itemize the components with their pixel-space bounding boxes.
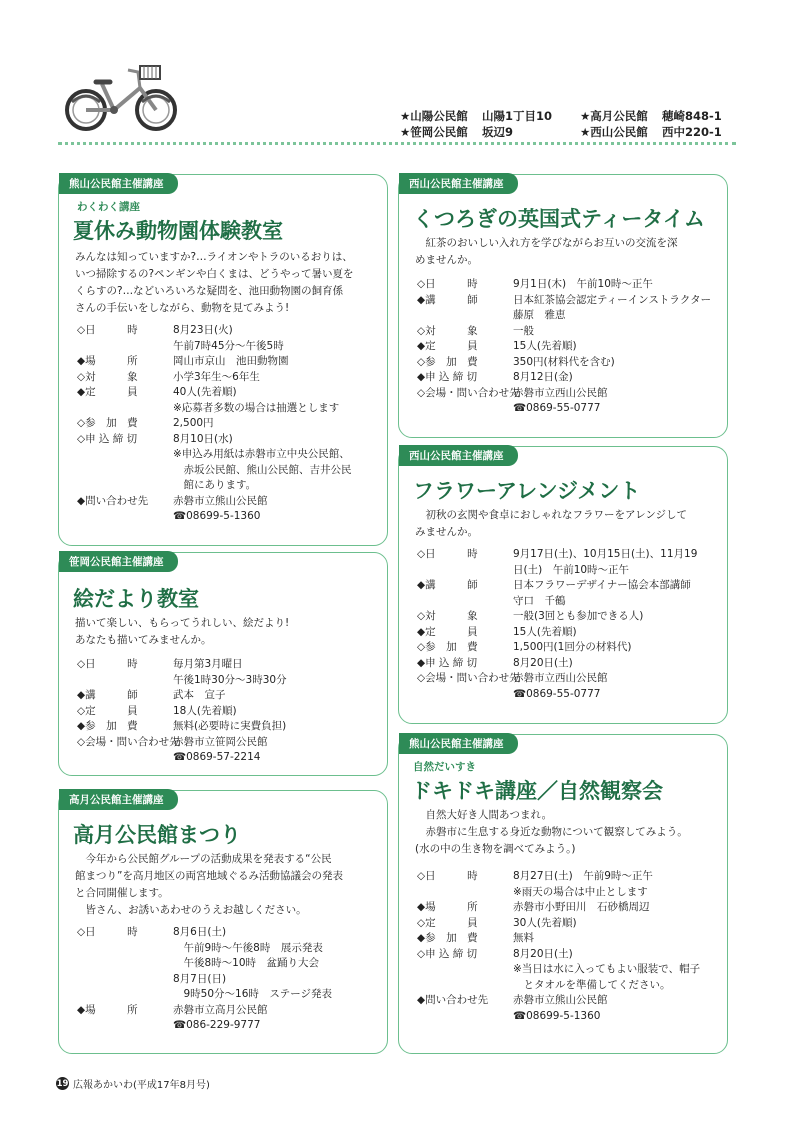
detail-value-line: 1,500円(1回分の材料代)	[513, 641, 632, 653]
address-sanyo: ★山陽公民館 山陽1丁目10	[400, 109, 553, 123]
page-footer	[56, 1076, 210, 1091]
detail-row	[417, 386, 711, 417]
detail-label: ◇対 象	[77, 370, 138, 383]
intro-line: 今年から公民館グループの活動成果を発表する“公民	[75, 853, 332, 865]
detail-row	[417, 947, 700, 994]
panel-tag: 笹岡公民館主催講座	[59, 551, 178, 572]
detail-label: ◇日 時	[77, 658, 138, 670]
detail-value-line: 赤坂公民館、熊山公民館、吉井公民	[173, 463, 352, 476]
detail-label: ◆定 員	[417, 625, 478, 638]
detail-value	[513, 640, 631, 656]
address-sasaoka: ★笹岡公民館 坂辺9	[400, 125, 514, 139]
page-number: 19	[56, 1078, 69, 1089]
address-list-left	[400, 108, 552, 140]
detail-value-line: 岡山市京山 池田動物園	[173, 355, 289, 367]
detail-value	[513, 339, 577, 355]
address-takatsuki: ★高月公民館 穂崎848-1	[580, 109, 722, 123]
intro-line: 描いて楽しい、もらってうれしい、絵だより!	[75, 617, 290, 629]
panel-subtitle: 自然だいすき	[413, 761, 476, 773]
detail-label: ◇会場・問い合わせ先	[417, 386, 520, 399]
detail-value-line: 30人(先着順)	[513, 916, 577, 929]
intro-line: 館まつり”を高月地区の両宮地域ぐるみ活動協議会の発表	[75, 870, 343, 882]
detail-value-line: 8月12日(金)	[513, 371, 573, 383]
detail-value-line: 8月27日(土) 午前9時～正午	[513, 870, 653, 882]
detail-row	[77, 688, 287, 704]
detail-label: ◇参 加 費	[77, 417, 138, 429]
bicycle-illustration	[62, 62, 180, 132]
detail-value-line: 日本紅茶協会認定ティーインストラクター	[513, 293, 712, 306]
detail-label: ◆定 員	[77, 386, 138, 398]
detail-value-line: 8月6日(土)	[173, 926, 227, 938]
detail-row	[417, 339, 711, 355]
panel-nishiyama-flower	[398, 446, 728, 724]
detail-value-line: 赤磐市立熊山公民館	[513, 994, 608, 1006]
detail-value	[513, 355, 615, 371]
detail-value	[173, 735, 268, 766]
detail-value-line: とタオルを準備してください。	[513, 978, 671, 991]
detail-value-line: 9月17日(土)、10月15日(土)、11月19	[513, 548, 698, 560]
detail-value-line: 350円(材料代を含む)	[513, 355, 615, 368]
detail-label: ◆場 所	[77, 355, 138, 367]
detail-value	[513, 671, 608, 702]
panel-title: 夏休み動物園体験教室	[73, 219, 283, 243]
detail-row	[77, 704, 287, 720]
detail-row	[417, 869, 700, 900]
detail-row	[77, 416, 352, 432]
detail-row	[417, 578, 697, 609]
detail-value-line: 午前9時～午後8時 展示発表	[173, 941, 323, 954]
detail-value	[513, 293, 711, 324]
detail-value-line: 藤原 雅恵	[513, 309, 566, 321]
detail-label: ◇参 加 費	[417, 641, 478, 653]
detail-value-line: 9時50分～16時 ステージ発表	[173, 988, 332, 1000]
detail-label: ◆問い合わせ先	[417, 994, 489, 1006]
detail-value-line: ☎08699-5-1360	[513, 1009, 601, 1022]
detail-row	[417, 900, 700, 916]
address-list-right	[580, 108, 722, 140]
detail-value-line: 午後8時～10時 盆踊り大会	[173, 957, 320, 969]
detail-label: ◆場 所	[417, 901, 478, 913]
intro-line: 自然大好き人間あつまれ。	[415, 809, 553, 821]
detail-row	[417, 609, 697, 625]
detail-value	[173, 688, 226, 704]
detail-value-line: 赤磐市立笹岡公民館	[173, 735, 268, 748]
detail-value	[513, 900, 650, 916]
detail-label: ◇日 時	[77, 926, 138, 938]
detail-row	[77, 370, 352, 386]
detail-value-line: 2,500円	[173, 417, 214, 429]
detail-label: ◇対 象	[417, 610, 478, 622]
detail-label: ◇日 時	[77, 324, 138, 336]
detail-row	[77, 1003, 332, 1034]
detail-label: ◇日 時	[417, 870, 478, 882]
detail-label: ◆申 込 締 切	[417, 371, 478, 383]
detail-value	[513, 993, 608, 1024]
intro-line: (水の中の生き物を調べてみよう。)	[415, 843, 576, 855]
detail-value	[513, 578, 691, 609]
panel-title: ドキドキ講座／自然観察会	[411, 779, 663, 803]
detail-label: ◇定 員	[417, 916, 478, 929]
panel-title: 高月公民館まつり	[73, 823, 241, 847]
detail-value	[173, 385, 339, 416]
detail-value	[173, 719, 286, 735]
detail-value	[513, 869, 653, 900]
panel-tag: 西山公民館主催講座	[399, 173, 518, 194]
panel-details	[77, 323, 352, 525]
detail-row	[417, 277, 711, 293]
panel-takatsuki-festival	[58, 790, 388, 1054]
detail-value-line: 守口 千鶴	[513, 594, 566, 607]
detail-value-line: ☎0869-55-0777	[513, 402, 601, 414]
detail-value-line: ※当日は水に入ってもよい服装で、帽子	[513, 963, 701, 975]
detail-value	[513, 609, 643, 625]
panel-subtitle: わくわく講座	[77, 201, 140, 213]
intro-line: めませんか。	[415, 254, 478, 266]
detail-value	[513, 386, 608, 417]
panel-tag: 熊山公民館主催講座	[59, 173, 178, 194]
detail-label: ◇定 員	[77, 704, 138, 717]
detail-value-line: ※雨天の場合は中止とします	[513, 885, 648, 898]
intro-line: 紅茶のおいしい入れ方を学びながらお互いの交流を深	[415, 237, 678, 249]
detail-value-line: 9月1日(木) 午前10時～正午	[513, 278, 653, 290]
panel-title: 絵だより教室	[73, 587, 199, 611]
detail-value-line: 館にあります。	[173, 479, 257, 491]
intro-line: と合同開催します。	[75, 887, 169, 899]
detail-value-line: ☎0869-57-2214	[173, 751, 261, 763]
panel-tag: 高月公民館主催講座	[59, 789, 178, 810]
detail-value-line: 15人(先着順)	[513, 625, 577, 638]
detail-row	[417, 931, 700, 947]
detail-value-line: 8月10日(水)	[173, 432, 233, 445]
panel-details	[417, 547, 697, 702]
detail-label: ◇日 時	[417, 548, 478, 560]
detail-value-line: 一般(3回とも参加できる人)	[513, 610, 644, 622]
detail-row	[417, 640, 697, 656]
detail-row	[77, 719, 287, 735]
detail-value-line: ☎086-229-9777	[173, 1019, 261, 1031]
detail-row	[417, 671, 697, 702]
detail-value-line: 武本 宣子	[173, 689, 226, 701]
panel-kumayama-nature	[398, 734, 728, 1054]
detail-label: ◆講 師	[417, 293, 478, 306]
detail-value-line: 日本フラワーデザイナー協会本部講師	[513, 579, 691, 591]
detail-label: ◆定 員	[417, 340, 478, 352]
detail-value-line: 小学3年生～6年生	[173, 370, 260, 383]
detail-value	[513, 916, 577, 932]
detail-label: ◇対 象	[417, 324, 478, 337]
panel-intro	[75, 615, 289, 649]
intro-line: いつ掃除するの?ペンギンや白くまは、どうやって暑い夏を	[75, 268, 354, 280]
panel-sasaoka-letter	[58, 552, 388, 776]
detail-row	[77, 354, 352, 370]
intro-line: 赤磐市に生息する身近な動物について観察してみよう。	[415, 826, 688, 838]
intro-line: 初秋の玄関や食卓におしゃれなフラワーをアレンジして	[415, 509, 688, 521]
detail-label: ◇申 込 締 切	[417, 947, 478, 960]
panel-intro	[415, 807, 688, 858]
detail-row	[417, 324, 711, 340]
detail-value	[173, 494, 268, 525]
panel-kumayama-zoo	[58, 174, 388, 546]
detail-row	[417, 355, 711, 371]
detail-value	[173, 416, 214, 432]
detail-value-line: 18人(先着順)	[173, 704, 237, 717]
detail-label: ◆講 師	[77, 689, 138, 701]
detail-label: ◇会場・問い合わせ先	[417, 672, 520, 684]
detail-value-line: 赤磐市小野田川 石砂橋周辺	[513, 901, 650, 913]
detail-label: ◆参 加 費	[77, 720, 138, 732]
panel-intro	[415, 235, 678, 269]
detail-label: ◆申 込 締 切	[417, 656, 478, 669]
panel-tag: 西山公民館主催講座	[399, 445, 518, 466]
detail-row	[417, 293, 711, 324]
panel-title: くつろぎの英国式ティータイム	[413, 207, 705, 231]
detail-value-line: ※応募者多数の場合は抽選とします	[173, 401, 340, 414]
detail-value-line: 一般	[513, 324, 534, 337]
detail-value-line: 無料(必要時に実費負担)	[173, 720, 287, 732]
detail-value	[513, 547, 697, 578]
panel-nishiyama-tea	[398, 174, 728, 438]
panel-intro	[75, 851, 343, 919]
detail-value-line: 日(土) 午前10時～正午	[513, 563, 630, 576]
detail-value	[173, 704, 237, 720]
detail-value-line: ☎08699-5-1360	[173, 510, 261, 522]
detail-label: ◆参 加 費	[417, 932, 478, 944]
detail-value	[513, 370, 573, 386]
detail-value-line: 8月7日(日)	[173, 972, 227, 985]
detail-value	[513, 625, 577, 641]
publication-name: 広報あかいわ(平成17年8月号)	[73, 1080, 210, 1091]
detail-row	[77, 494, 352, 525]
dotted-divider	[58, 142, 736, 145]
detail-value-line: 8月20日(土)	[513, 656, 573, 669]
detail-value	[173, 354, 289, 370]
detail-value-line: 無料	[513, 932, 534, 944]
address-nishiyama: ★西山公民館 西中220-1	[580, 125, 722, 139]
intro-line: みんなは知っていますか?…ライオンやトラのいるおりは、	[75, 251, 353, 263]
detail-label: ◆場 所	[77, 1003, 138, 1016]
detail-row	[417, 370, 711, 386]
detail-label: ◆問い合わせ先	[77, 494, 149, 507]
intro-line: みませんか。	[415, 526, 478, 538]
detail-value	[173, 1003, 268, 1034]
panel-intro	[75, 249, 353, 317]
panel-details	[77, 925, 332, 1034]
detail-label: ◇申 込 締 切	[77, 432, 138, 445]
detail-value-line: 8月23日(火)	[173, 324, 233, 336]
detail-row	[417, 547, 697, 578]
detail-value-line: 毎月第3月曜日	[173, 658, 243, 670]
detail-value-line: 赤磐市立高月公民館	[173, 1003, 268, 1016]
detail-row	[417, 625, 697, 641]
detail-row	[77, 323, 352, 354]
detail-value	[513, 277, 653, 293]
detail-value-line: ☎0869-55-0777	[513, 687, 601, 700]
intro-line: あなたも描いてみませんか。	[75, 634, 212, 646]
detail-value	[173, 432, 352, 494]
intro-line: さんの手伝いをしながら、動物を見てみよう!	[75, 302, 290, 314]
detail-value	[173, 323, 284, 354]
detail-value-line: 8月20日(土)	[513, 947, 573, 960]
detail-value	[173, 925, 332, 1003]
detail-value-line: 赤磐市立西山公民館	[513, 386, 608, 399]
detail-value	[513, 931, 534, 947]
panel-details	[417, 277, 711, 417]
detail-label: ◇参 加 費	[417, 355, 478, 368]
panel-details	[77, 657, 287, 766]
detail-value-line: 午後1時30分～3時30分	[173, 673, 287, 686]
intro-line: 皆さん、お誘いあわせのうえお越しください。	[75, 904, 307, 916]
detail-row	[417, 916, 700, 932]
detail-row	[77, 735, 287, 766]
detail-value	[513, 947, 700, 994]
panel-tag: 熊山公民館主催講座	[399, 733, 518, 754]
detail-label: ◇日 時	[417, 278, 478, 290]
intro-line: くらすの?…などいろいろな疑問を、池田動物園の飼育係	[75, 285, 344, 297]
detail-value-line: 15人(先着順)	[513, 340, 577, 352]
panel-details	[417, 869, 700, 1024]
detail-value	[513, 324, 534, 340]
detail-value-line: 40人(先着順)	[173, 386, 237, 398]
panel-intro	[415, 507, 687, 541]
detail-value-line: 赤磐市立熊山公民館	[173, 494, 268, 507]
detail-row	[77, 432, 352, 494]
detail-label: ◇会場・問い合わせ先	[77, 735, 180, 748]
detail-value	[173, 657, 287, 688]
detail-value-line: 赤磐市立西山公民館	[513, 672, 608, 684]
detail-row	[77, 925, 332, 1003]
detail-label: ◆講 師	[417, 579, 478, 591]
detail-value-line: ※申込み用紙は赤磐市立中央公民館、	[173, 448, 350, 460]
detail-row	[77, 657, 287, 688]
detail-value-line: 午前7時45分～午後5時	[173, 339, 284, 352]
detail-row	[417, 656, 697, 672]
detail-row	[77, 385, 352, 416]
detail-value	[173, 370, 260, 386]
panel-title: フラワーアレンジメント	[413, 479, 641, 503]
detail-row	[417, 993, 700, 1024]
detail-value	[513, 656, 573, 672]
